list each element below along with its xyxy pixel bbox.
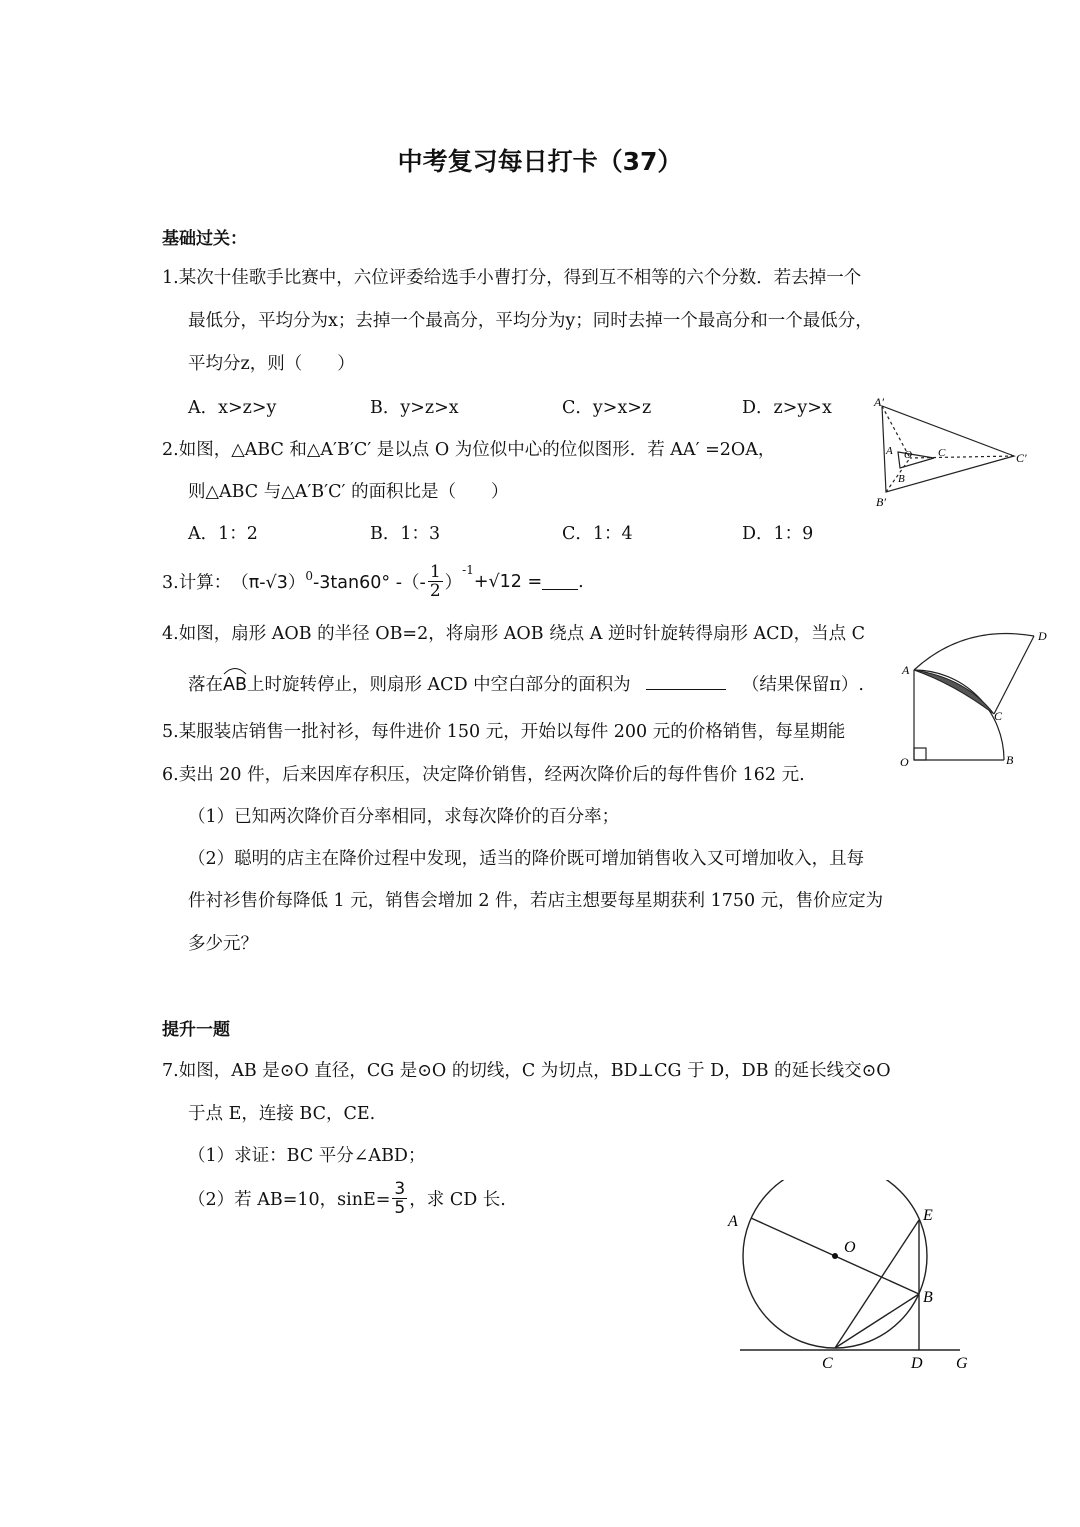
q3-frac-num: 1 — [429, 562, 441, 582]
q7-sub2 — [188, 1180, 506, 1217]
shaded-region — [914, 670, 994, 714]
label-o: O — [904, 449, 912, 461]
label-b: B — [898, 473, 905, 485]
label-o: O — [844, 1239, 856, 1256]
circle-o — [743, 1180, 927, 1348]
segment-dc — [994, 636, 1034, 714]
section-advanced-heading: 提升一题 — [162, 1020, 230, 1040]
q3-prefix: 3.计算： — [162, 573, 232, 593]
label-a: A — [886, 445, 893, 457]
q1-option-d: D．z>y>x — [742, 398, 832, 418]
label-c: C — [994, 709, 1003, 723]
label-c-prime: C′ — [1016, 451, 1027, 465]
label-a-prime: A′ — [874, 395, 884, 409]
q4-figure — [896, 618, 1056, 770]
q4-arc-ab — [223, 675, 247, 695]
q7-sub1: （1）求证：BC 平分∠ABD； — [188, 1146, 426, 1166]
q4-line2b: 上时旋转停止，则扇形 ACD 中空白部分的面积为 — [246, 675, 631, 695]
q3-expr-b: -3tan60° -（- — [312, 573, 426, 593]
q7-figure — [720, 1180, 990, 1380]
q4-line1: 4.如图，扇形 AOB 的半径 OB=2，将扇形 AOB 绕点 A 逆时针旋转得扇形 ACD，当点 C — [162, 624, 866, 644]
q3-expr-a: （π-√3） — [231, 573, 306, 593]
chord-cb — [835, 1294, 919, 1348]
q2-option-c: C．1：4 — [562, 524, 633, 544]
q3-frac-den: 2 — [429, 581, 441, 601]
q7-line1: 7.如图，AB 是⊙O 直径，CG 是⊙O 的切线，C 为切点，BD⊥CG 于 D，DB 的延长线交⊙O — [162, 1061, 891, 1081]
q7-fraction — [392, 1180, 407, 1217]
q3-suffix: . — [578, 571, 584, 592]
right-angle-mark — [914, 748, 926, 760]
label-a: A — [902, 663, 910, 677]
q2-line1: 2.如图，△ABC 和△A′B′C′ 是以点 O 为位似中心的位似图形．若 AA′ =2OA， — [162, 440, 776, 460]
q7-line2: 于点 E，连接 BC，CE. — [188, 1104, 376, 1124]
q1-option-a: A．x>z>y — [188, 398, 277, 418]
q2-option-b: B．1：3 — [370, 524, 441, 544]
section-basic-heading: 基础过关： — [162, 229, 247, 249]
q7-frac-den: 5 — [394, 1198, 406, 1218]
label-e: E — [923, 1207, 933, 1224]
q3-line — [162, 563, 584, 600]
q3-sup1: -1 — [462, 562, 474, 577]
q5-line2: 6.卖出 20 件，后来因库存积压，决定降价销售，经两次降价后的每件售价 162 元. — [162, 765, 805, 785]
label-c: C — [938, 447, 946, 459]
q4-arc-label: AB — [223, 675, 247, 695]
q1-line3: 平均分z，则（ ） — [188, 354, 355, 374]
q7-frac-num: 3 — [394, 1179, 406, 1199]
q2-line2: 则△ABC 与△A′B′C′ 的面积比是（ ） — [188, 482, 509, 502]
q4-answer-blank[interactable] — [646, 673, 726, 690]
q5-sub2-line2: 件衬衫售价每降低 1 元，销售会增加 2 件，若店主想要每星期获利 1750 元，售价应定为 — [188, 891, 884, 911]
label-d: D — [1038, 629, 1047, 643]
q7-sub2a: （2）若 AB=10，sinE= — [188, 1190, 391, 1210]
q3-expr-c: ） — [444, 573, 463, 593]
label-g: G — [956, 1355, 968, 1372]
label-b-prime: B′ — [876, 495, 886, 509]
center-dot — [832, 1253, 838, 1259]
label-b: B — [923, 1289, 933, 1306]
q2-option-a: A．1：2 — [188, 524, 258, 544]
label-b: B — [1006, 753, 1014, 767]
label-a: A — [728, 1213, 738, 1230]
q5-sub2-line1: （2）聪明的店主在降价过程中发现，适当的降价既可增加销售收入又可增加收入，且每 — [188, 849, 865, 869]
q1-line1: 1.某次十佳歌手比赛中，六位评委给选手小曹打分，得到互不相等的六个分数．若去掉一个 — [162, 268, 862, 288]
arc-ab — [914, 670, 1004, 760]
label-o: O — [900, 755, 909, 769]
q5-sub1: （1）已知两次降价百分率相同，求每次降价的百分率； — [188, 807, 620, 827]
q3-fraction — [428, 563, 443, 600]
arc-mark-icon — [223, 665, 247, 675]
q1-option-b: B．y>z>x — [370, 398, 459, 418]
q7-sub2b: ，求 CD 长. — [409, 1190, 506, 1210]
q1-line2: 最低分，平均分为x；去掉一个最高分，平均分为y；同时去掉一个最高分和一个最低分， — [188, 311, 873, 331]
page-title: 中考复习每日打卡（37） — [397, 147, 683, 176]
q5-sub2-line3: 多少元？ — [188, 934, 258, 954]
label-c: C — [822, 1355, 833, 1372]
q3-sup0: 0 — [305, 568, 313, 583]
q1-option-c: C．y>x>z — [562, 398, 652, 418]
q3-expr-d: +√12 = — [473, 571, 543, 592]
q3-answer-blank[interactable] — [542, 573, 578, 590]
q5-line1: 5.某服装店销售一批衬衫，每件进价 150 元，开始以每件 200 元的价格销售，每星期能 — [162, 722, 846, 742]
q4-line2a: 落在 — [188, 675, 223, 695]
arc-ad — [914, 634, 1034, 670]
q4-line2c: （结果保留π）. — [741, 675, 864, 695]
q2-figure — [866, 392, 1046, 514]
q4-line2 — [188, 671, 864, 696]
q2-option-d: D．1：9 — [742, 524, 814, 544]
label-d: D — [911, 1355, 923, 1372]
